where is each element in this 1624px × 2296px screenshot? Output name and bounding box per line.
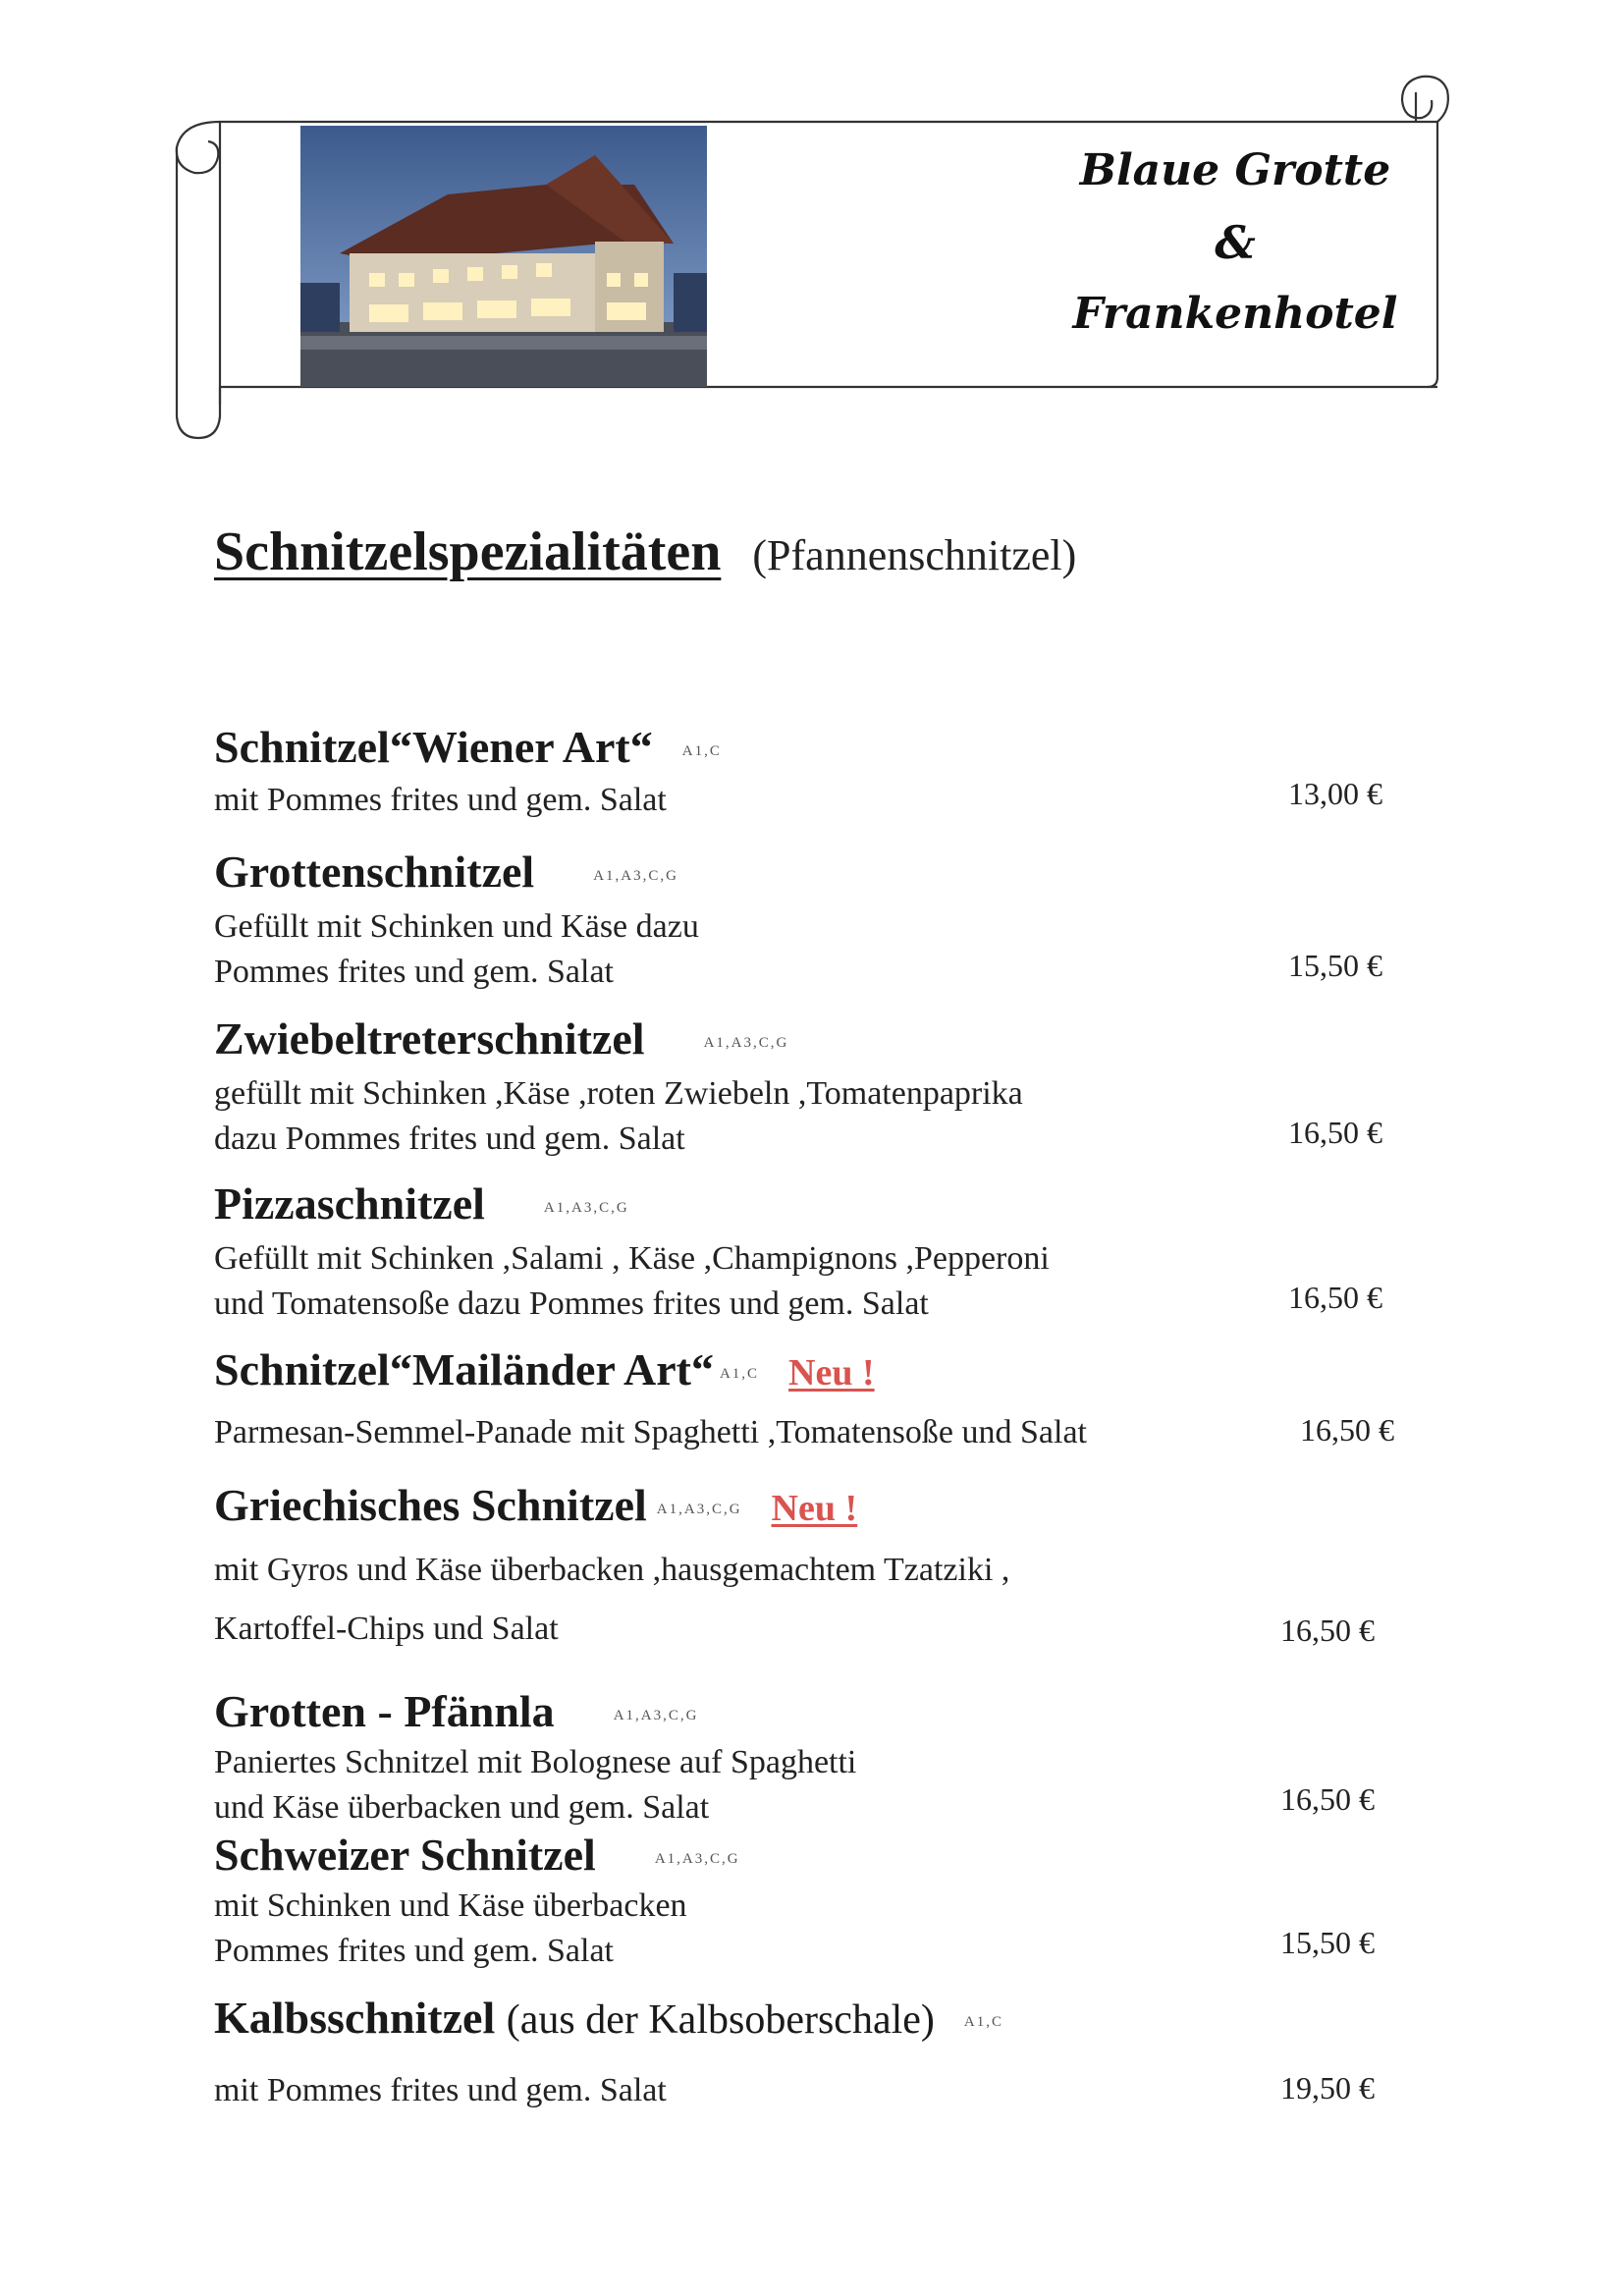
menu-item [214,1480,1382,1652]
menu-item [214,1178,1382,1327]
item-name: Schnitzel“Wiener Art“ [214,722,653,772]
item-description-2: Pommes frites und gem. Salat [214,1933,615,1969]
item-description-2: Kartoffel-Chips und Salat [214,1611,559,1647]
hotel-building-icon [300,126,707,387]
item-description-2: und Tomatensoße dazu Pommes frites und gem. Salat [214,1285,929,1322]
item-name-suffix: (aus der Kalbsoberschale) [506,1997,935,2043]
item-name: Schnitzel“Mailänder Art“ [214,1344,714,1394]
page-title: Schnitzelspezialitäten [214,521,722,582]
item-price: 16,50 € [1288,1280,1382,1315]
item-description-2: Pommes frites und gem. Salat [214,954,615,990]
allergen-codes: A1,A3,C,G [703,1034,789,1051]
item-price: 16,50 € [1288,1115,1382,1150]
menu-item [214,1344,1394,1455]
item-name: Grottenschnitzel [214,847,535,897]
item-price: 15,50 € [1280,1925,1375,1960]
section-heading [214,520,1076,583]
brand-line-1: Blaue Grotte [1079,145,1391,195]
allergen-codes: A1,A3,C,G [543,1199,629,1216]
item-name: Schweizer Schnitzel [214,1830,596,1880]
item-description: Gefüllt mit Schinken und Käse dazu [214,908,699,945]
hotel-photo [300,126,707,387]
item-description: mit Pommes frites und gem. Salat [214,782,667,818]
item-name: Grotten - Pfännla [214,1686,555,1736]
item-description: Parmesan-Semmel-Panade mit Spaghetti ,Tomatensoße und Salat [214,1414,1087,1450]
item-description: gefüllt mit Schinken ,Käse ,roten Zwiebeln ,Tomatenpaprika [214,1075,1023,1112]
item-name: Griechisches Schnitzel [214,1480,647,1530]
item-price: 15,50 € [1288,948,1382,983]
item-price: 13,00 € [1288,776,1382,811]
item-price: 16,50 € [1280,1781,1375,1817]
item-description: mit Gyros und Käse überbacken ,hausgemachtem Tzatziki , [214,1552,1010,1588]
header-banner [175,71,1457,444]
item-price: 16,50 € [1300,1412,1394,1448]
item-description-2: und Käse überbacken und gem. Salat [214,1789,710,1826]
allergen-codes: A1,C [963,2013,1003,2030]
brand-line-2: Frankenhotel [1072,289,1398,339]
item-name: Kalbsschnitzel [214,1993,496,2043]
item-description: Gefüllt mit Schinken ,Salami , Käse ,Champignons ,Pepperoni [214,1240,1050,1277]
allergen-codes: A1,C [681,742,722,759]
allergen-codes: A1,A3,C,G [593,867,678,884]
item-description: mit Pommes frites und gem. Salat [214,2072,667,2108]
menu-item [214,1013,1382,1162]
new-badge: Neu ! [788,1352,875,1394]
page-subtitle: (Pfannenschnitzel) [752,531,1077,579]
menu-item [214,1995,1382,2113]
item-description-2: dazu Pommes frites und gem. Salat [214,1121,685,1157]
new-badge: Neu ! [771,1488,858,1529]
item-price: 16,50 € [1280,1613,1375,1648]
brand-ampersand: & [1215,216,1256,269]
item-description: mit Schinken und Käse überbacken [214,1887,687,1924]
menu-item [214,1686,1382,1831]
allergen-codes: A1,A3,C,G [654,1850,740,1867]
brand-title [960,145,1510,339]
menu-item [214,1832,1382,1974]
menu-item [214,722,1382,823]
allergen-codes: A1,C [719,1365,760,1382]
item-price: 19,50 € [1280,2070,1375,2105]
item-description: Paniertes Schnitzel mit Bolognese auf Spaghetti [214,1744,857,1780]
allergen-codes: A1,A3,C,G [656,1501,742,1517]
item-name: Zwiebeltreterschnitzel [214,1013,645,1064]
menu-item [214,849,1382,995]
item-name: Pizzaschnitzel [214,1178,485,1229]
allergen-codes: A1,A3,C,G [613,1707,699,1723]
